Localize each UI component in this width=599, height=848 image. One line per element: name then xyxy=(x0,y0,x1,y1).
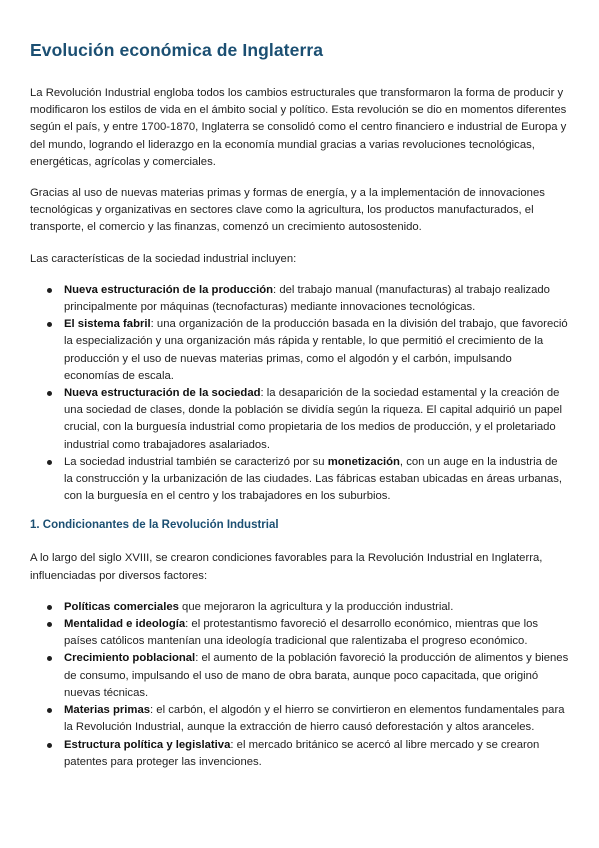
item-text: : del trabajo manual (manufacturas) al trabajo realizado principalmente por máquinas (tecnofacturas) mediante innovaciones tecnológicas. xyxy=(64,283,550,314)
characteristics-list xyxy=(30,282,569,506)
item-term: Mentalidad e ideología xyxy=(64,618,186,631)
section-intro: A lo largo del siglo XVIII, se crearon condiciones favorables para la Revolución Industrial en Inglaterra, influenciadas por diversos factores: xyxy=(30,552,543,582)
list-item xyxy=(64,599,569,616)
list-item xyxy=(64,650,569,702)
list-item xyxy=(64,737,569,771)
item-term: Estructura política y legislativa xyxy=(64,738,231,751)
page-title: Evolución económica de Inglaterra xyxy=(30,40,324,60)
item-text: : el aumento de la población favoreció la producción de alimentos y bienes de consumo, impulsando el uso de mano de obra barata, aunque poco capacitada, que originó nuevas técnicas. xyxy=(64,652,569,699)
item-text: : el carbón, el algodón y el hierro se convirtieron en elementos fundamentales para la Revolución Industrial, aunque la extracción de hierro causó deforestación y altos aranceles. xyxy=(64,704,565,734)
item-term: Materias primas xyxy=(64,704,151,717)
item-text: : una organización de la producción basada en la división del trabajo, que favoreció la especialización y una organización más rápida y rentable, lo que permitió el crecimiento de la producción y el uso de nuevas materias primas, como el algodón y el carbón, impulsando economías de escala. xyxy=(64,318,568,382)
item-term: Políticas comerciales xyxy=(64,600,179,613)
item-term: Nueva estructuración de la producción xyxy=(64,283,274,296)
list-item xyxy=(64,454,569,506)
intro-paragraph-1: La Revolución Industrial engloba todos los cambios estructurales que transformaron la forma de producir y modificaron los estilos de vida en el ámbito social y político. Esta revolución se dio en momentos diferentes según el país, y entre 1700-1870, Inglaterra se consolidó como el centro financiero e industrial de Europa y del mundo, logrando el liderazgo en la economía mundial gracias a varias revoluciones tecnológicas, energéticas, agrícolas y comerciales. xyxy=(30,87,567,168)
list-item xyxy=(64,702,569,736)
list-item xyxy=(64,616,569,650)
list-item xyxy=(64,316,569,385)
item-text: : el mercado británico se acercó al libre mercado y se crearon patentes para proteger las invenciones. xyxy=(64,738,540,768)
item-text-pre: La sociedad industrial también se caracterizó por su xyxy=(64,455,328,468)
item-text: : la desaparición de la sociedad estamental y la creación de una sociedad de clases, donde la población se dividía según la riqueza. El capital adquirió un papel crucial, con la burguesía industrial como propietaria de los medios de producción, y el proletariado industrial como trabajadores asalariados. xyxy=(64,387,563,451)
item-term: El sistema fabril xyxy=(64,318,151,331)
intro-paragraph-2: Gracias al uso de nuevas materias primas y formas de energía, y a la implementación de innovaciones tecnológicas y organizativas en sectores clave como la agricultura, los productos manufacturados, el transporte, el comercio y las finanzas, comenzó un crecimiento autosostenido. xyxy=(30,187,545,234)
item-text: , con un auge en la industria de la construcción y la urbanización de las ciudades. Las fábricas estaban ubicadas en áreas urbanas, con la burguesía en el centro y los trabajadores en los suburbios. xyxy=(64,455,562,503)
section-heading: 1. Condicionantes de la Revolución Industrial xyxy=(30,519,279,532)
item-term: monetización xyxy=(327,455,400,468)
item-text: : el protestantismo favoreció el desarrollo económico, mientras que los países católicos mantenían una ideología tradicional que ralentizaba el progreso económico. xyxy=(64,618,539,648)
item-term: Nueva estructuración de la sociedad xyxy=(64,387,261,400)
item-term: Crecimiento poblacional xyxy=(64,652,196,665)
list-item xyxy=(64,385,569,454)
list-item xyxy=(64,282,569,316)
intro-paragraph-3: Las características de la sociedad industrial incluyen: xyxy=(30,252,297,265)
factors-list xyxy=(30,599,569,771)
item-text: que mejoraron la agricultura y la producción industrial. xyxy=(178,600,454,613)
